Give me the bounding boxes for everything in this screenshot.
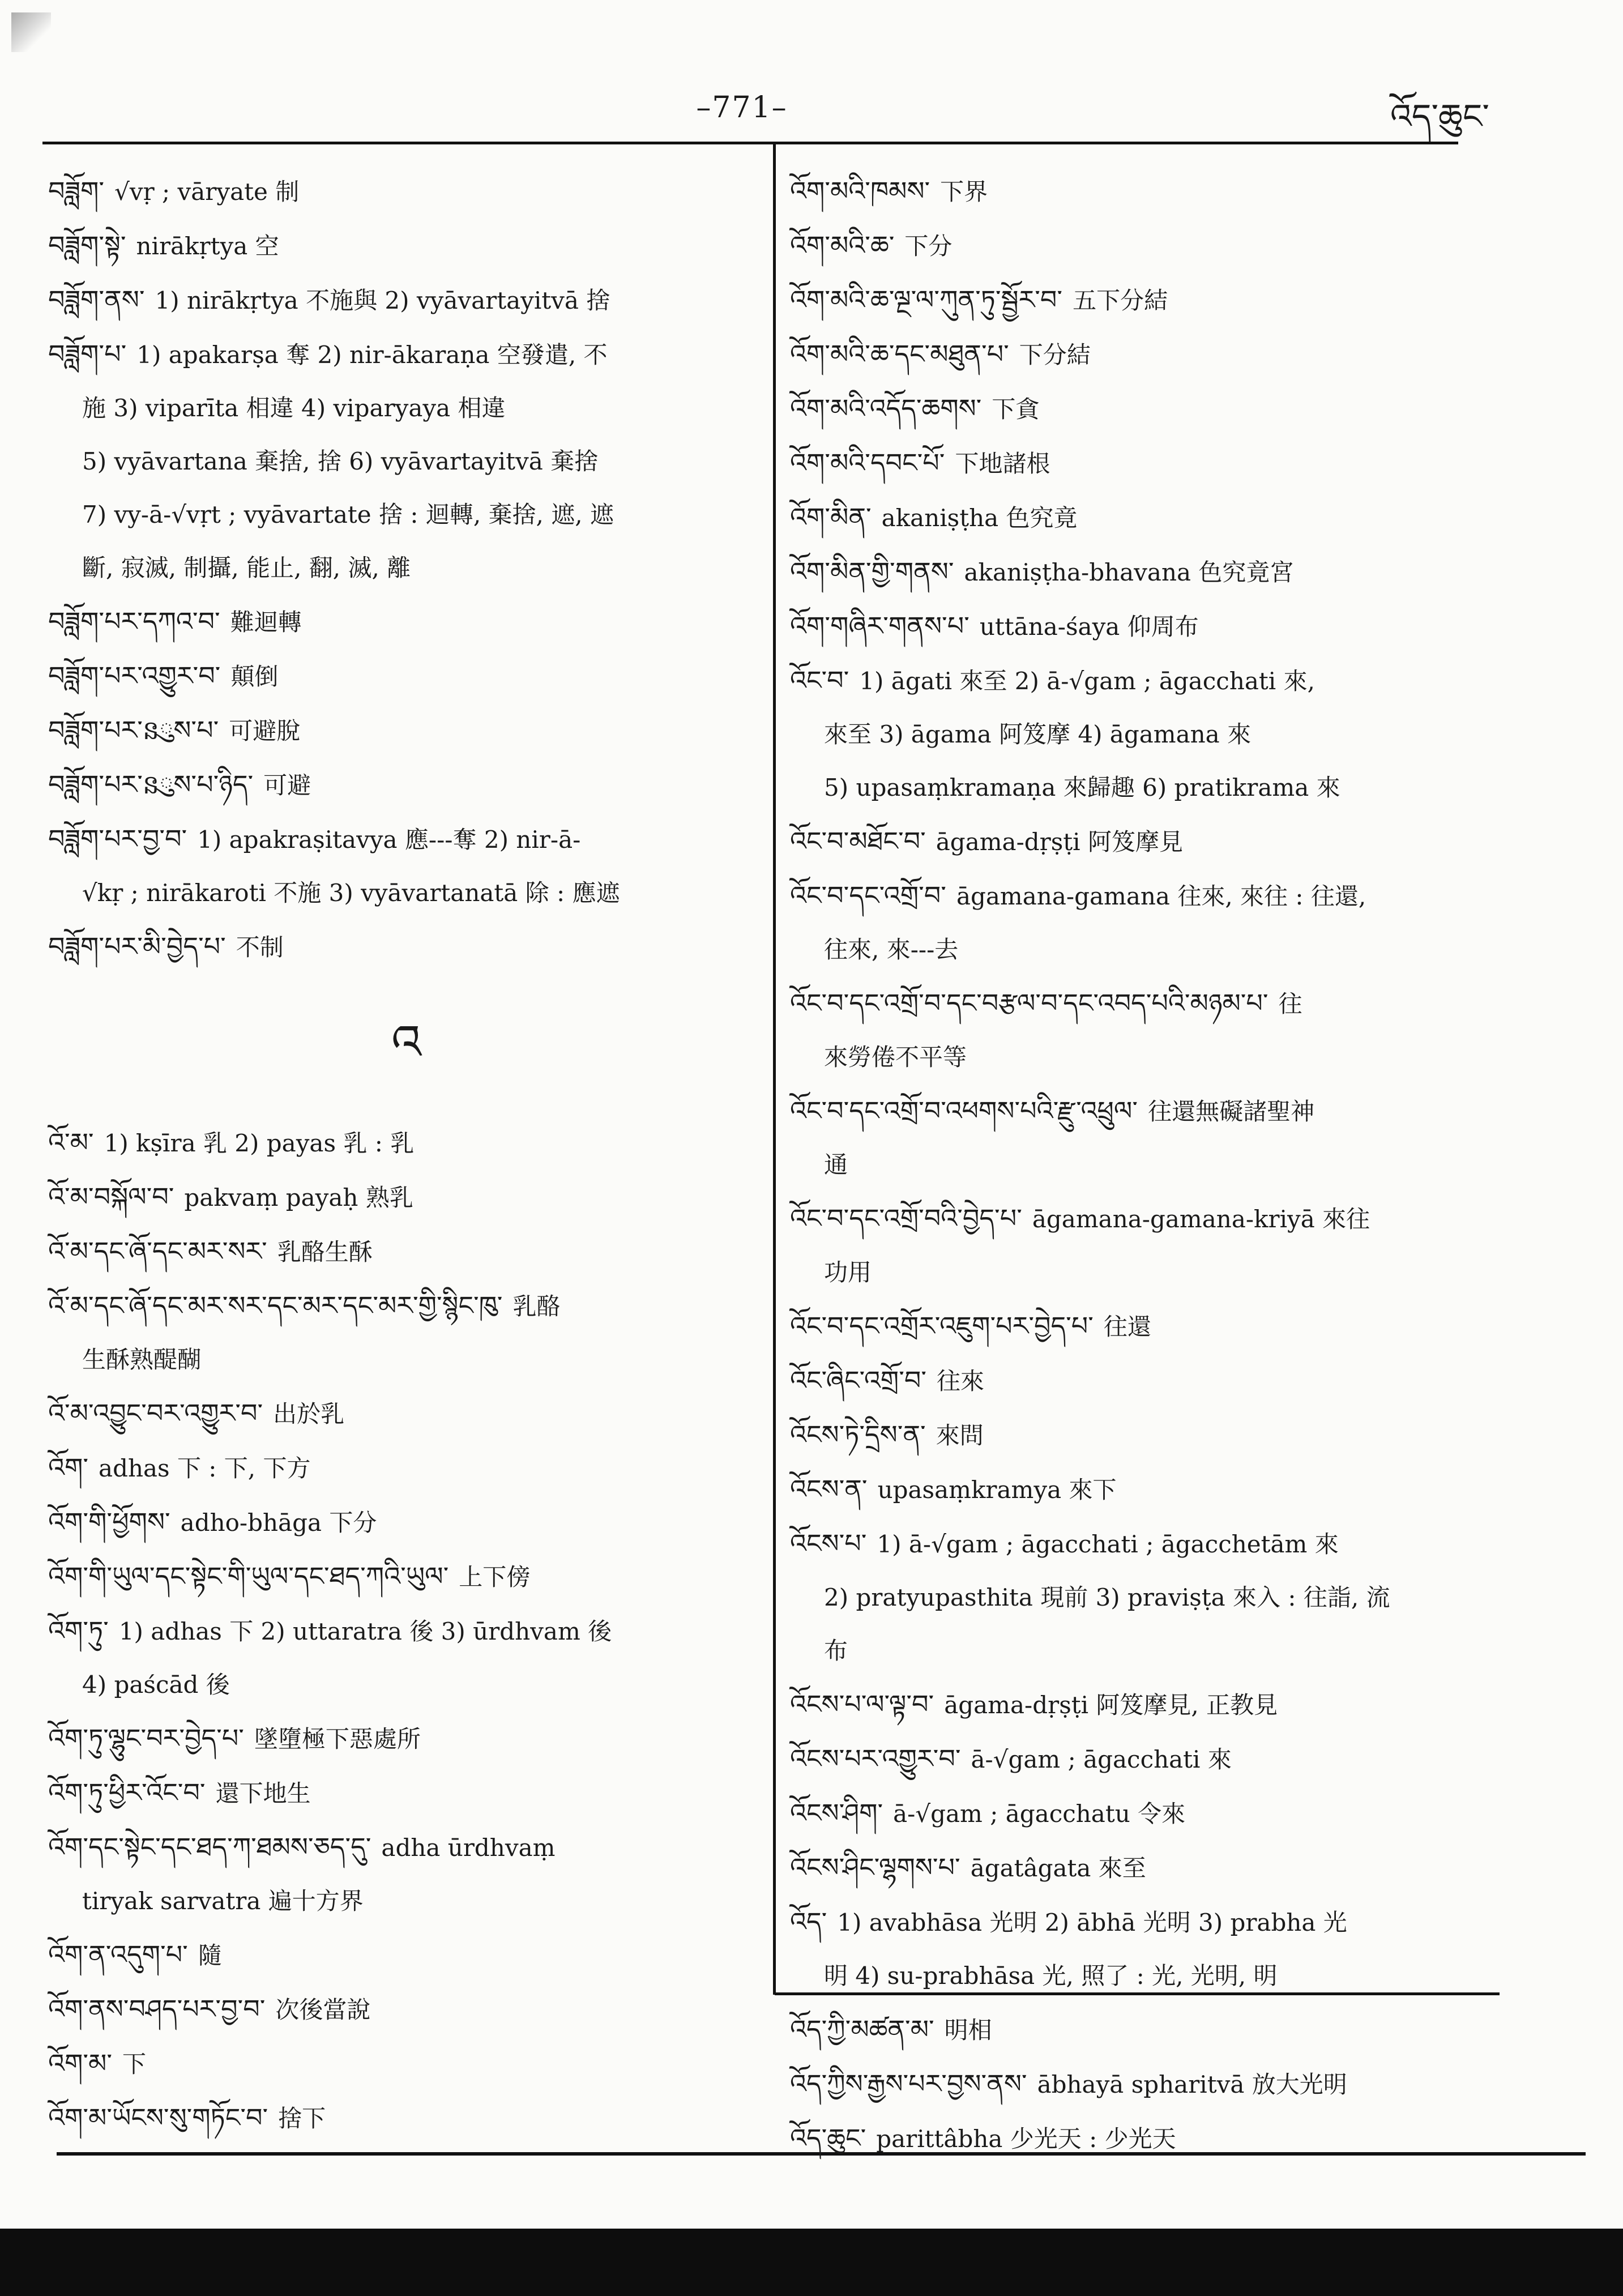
dictionary-entry xyxy=(48,2091,764,2145)
entry-definition: uttāna-śaya 仰周布 xyxy=(979,613,1199,641)
entry-headword: འོག་མའི་དབང་པོ་ xyxy=(790,447,945,478)
dictionary-entry xyxy=(790,1678,1509,1732)
entry-definition: parittâbha 少光天 : 少光天 xyxy=(876,2125,1176,2153)
dictionary-entry xyxy=(48,1928,764,1982)
dictionary-entry xyxy=(48,327,764,595)
entry-continuation: 來至 3) āgama 阿笈摩 4) āgamana 來 xyxy=(824,720,1252,748)
entry-continuation: 明 4) su-prabhāsa 光, 照了 : 光, 光明, 明 xyxy=(824,1962,1278,1990)
right-column xyxy=(790,164,1509,2166)
entry-headword: འོངས་ཤིག་ xyxy=(790,1798,883,1828)
entry-headword: འོག་ཏུ་ xyxy=(48,1615,109,1646)
dictionary-entry xyxy=(790,2057,1509,2111)
entry-headword: བཟློག་པར་དཀའ་བ་ xyxy=(48,606,220,637)
entry-headword: འོངས་པར་འགྱུར་བ་ xyxy=(790,1743,961,1774)
entry-definition: ābhayā spharitvā 放大光明 xyxy=(1037,2071,1347,2098)
entry-headword: འོ་མ་ xyxy=(48,1127,94,1158)
entry-headword: འོང་བ་དང་འགྲོ་བ་འཕགས་པའི་རྫུ་འཕྲུལ་ xyxy=(790,1095,1138,1126)
entry-definition: 可避脫 xyxy=(229,717,301,745)
entry-headword: བཟློག་ xyxy=(48,176,105,206)
entry-headword: འོག་དང་སྟེང་དང་ཐད་ཀ་ཐམས་ཅད་དུ་ xyxy=(48,1832,371,1862)
entry-headword: འོད་ཀྱིས་རྒྱས་པར་བྱས་ནས་ xyxy=(790,2068,1027,2099)
entry-continuation: 4) paścād 後 xyxy=(82,1671,230,1698)
dictionary-entry xyxy=(48,758,764,812)
entry-headword: འོ་མ་བསྐོལ་བ་ xyxy=(48,1181,174,1212)
entry-headword: འོང་བ་མཐོང་བ་ xyxy=(790,826,926,856)
entry-definition: āgamana-gamana 往來, 來往 : 往還, xyxy=(956,882,1366,910)
dictionary-entry xyxy=(790,1192,1509,1299)
entry-headword: འོག་ན་འདུག་པ་ xyxy=(48,1939,188,1970)
column-divider xyxy=(773,143,776,1995)
entry-definition: 1) apakraṣitavya 應---奪 2) nir-ā- xyxy=(197,826,581,853)
entry-continuation: √kṛ ; nirākaroti 不施 3) vyāvartanatā 除 : 應遮 xyxy=(82,879,620,907)
dictionary-entry xyxy=(790,436,1509,490)
entry-definition: 五下分結 xyxy=(1073,287,1168,314)
entry-headword: འོ་མ་དང་ཞོ་དང་མར་སར་དང་མར་དང་མར་གྱི་སྙིང་ཁུ་ xyxy=(48,1290,503,1321)
dictionary-entry xyxy=(48,812,764,920)
scan-corner-mark xyxy=(11,12,51,52)
entry-headword: འོང་བ་དང་འགྲོ་བ་དང་བརྩལ་བ་དང་འབད་པའི་མཉམ་པ་ xyxy=(790,988,1268,1018)
entry-headword: བཟློག་ནས་ xyxy=(48,284,145,315)
entry-headword: བཟློག་པར་នུས་པ་ xyxy=(48,715,219,745)
entry-definition: 顛倒 xyxy=(230,663,279,690)
entry-definition: 下界 xyxy=(940,178,988,206)
dictionary-entry xyxy=(48,1441,764,1495)
dictionary-entry xyxy=(48,1116,764,1170)
dictionary-entry xyxy=(790,1786,1509,1841)
entry-headword: འོངས་པ་ལ་ལྟ་བ་ xyxy=(790,1689,934,1719)
entry-definition: 次後當說 xyxy=(275,1996,371,2024)
entry-headword: འོང་བ་དང་འགྲོར་འཇུག་པར་བྱེད་པ་ xyxy=(790,1311,1094,1341)
entry-headword: བཟློག་པར་བྱ་བ་ xyxy=(48,823,187,854)
entry-continuation: 布 xyxy=(824,1637,848,1665)
dictionary-entry xyxy=(48,1604,764,1712)
entry-headword: འོག་གི་ཕྱོགས་ xyxy=(48,1507,170,1537)
dictionary-entry xyxy=(790,382,1509,436)
entry-definition: nirākṛtya 空 xyxy=(136,232,279,260)
dictionary-entry xyxy=(48,164,764,219)
left-column xyxy=(48,164,764,2145)
entry-definition: 1) avabhāsa 光明 2) ābhā 光明 3) prabha 光 xyxy=(837,1909,1347,1936)
entry-headword: འོང་བ་དང་འགྲོ་བའི་བྱེད་པ་ xyxy=(790,1203,1022,1234)
dictionary-entry xyxy=(48,1386,764,1441)
entry-headword: འོག་མའི་འདོད་ཆགས་ xyxy=(790,393,982,424)
entry-definition: 不制 xyxy=(236,933,284,961)
entry-continuation: 5) upasaṃkramaṇa 來歸趣 6) pratikrama 來 xyxy=(824,774,1340,801)
dictionary-entry xyxy=(48,1766,764,1820)
dictionary-entry xyxy=(48,1550,764,1604)
left-entries-before-section xyxy=(48,164,764,974)
dictionary-entry xyxy=(48,273,764,327)
entry-headword: འོག་མ་ཡོངས་སུ་གཏོང་བ་ xyxy=(48,2102,268,2133)
entry-definition: āgama-dṛṣṭi 阿笈摩見 xyxy=(936,828,1183,856)
entry-continuation: 7) vy-ā-√vṛt ; vyāvartate 捨 : 迴轉, 棄捨, 遮, 遮 xyxy=(82,501,614,528)
entry-definition: 明相 xyxy=(944,2016,992,2044)
entry-definition: 1) kṣīra 乳 2) payas 乳 : 乳 xyxy=(104,1129,415,1157)
dictionary-entry xyxy=(790,814,1509,869)
scan-edge-band xyxy=(0,2229,1623,2296)
dictionary-entry xyxy=(48,1224,764,1279)
entry-continuation: 施 3) viparīta 相違 4) viparyaya 相違 xyxy=(82,394,506,422)
entry-headword: འོག་ xyxy=(48,1452,89,1483)
dictionary-entry xyxy=(48,649,764,703)
dictionary-entry xyxy=(48,703,764,758)
entry-definition: 往來 xyxy=(937,1367,985,1395)
entry-definition: āgama-dṛṣṭi 阿笈摩見, 正教見 xyxy=(944,1691,1278,1719)
entry-headword: འོག་མ་ xyxy=(48,2048,112,2079)
entry-headword: འོངས་ཏེ་དྲིས་ན་ xyxy=(790,1419,926,1450)
entry-headword: བཟློག་པར་མི་བྱེད་པ་ xyxy=(48,931,226,962)
dictionary-entry xyxy=(790,1462,1509,1517)
top-rule xyxy=(42,142,1458,144)
entry-definition: āgamana-gamana-kriyā 來往 xyxy=(1032,1205,1370,1233)
entry-headword: བཟློག་པར་នུས་པ་ཉིད་ xyxy=(48,769,254,800)
entry-continuation: 5) vyāvartana 棄捨, 捨 6) vyāvartayitvā 棄捨 xyxy=(82,447,599,475)
entry-definition: 1) nirākṛtya 不施與 2) vyāvartayitvā 捨 xyxy=(155,287,610,314)
dictionary-entry xyxy=(790,2111,1509,2166)
dictionary-entry xyxy=(48,920,764,974)
entry-definition: ā-√gam ; āgacchatu 令來 xyxy=(893,1800,1186,1828)
entry-definition: akaniṣṭha-bhavana 色究竟宮 xyxy=(964,558,1294,586)
section-letter: འ xyxy=(391,1014,421,1070)
entry-headword: འོག་ཏུ་ལྷུང་བར་བྱེད་པ་ xyxy=(48,1723,244,1753)
dictionary-entry xyxy=(790,1732,1509,1786)
entry-headword: འོད་ཀྱི་མཚན་མ་ xyxy=(790,2014,934,2045)
dictionary-entry xyxy=(790,219,1509,273)
dictionary-entry xyxy=(48,1820,764,1928)
entry-definition: 捨下 xyxy=(278,2105,326,2132)
entry-definition: 墜墮極下惡處所 xyxy=(254,1725,421,1753)
entry-definition: adha ūrdhvaṃ xyxy=(381,1834,556,1862)
dictionary-entry xyxy=(790,327,1509,382)
dictionary-entry xyxy=(790,869,1509,976)
entry-definition: 乳酪生酥 xyxy=(277,1238,373,1266)
entry-headword: འོག་ཏུ་ཕྱིར་འོང་བ་ xyxy=(48,1777,206,1808)
entry-definition: ā-√gam ; āgacchati 來 xyxy=(971,1746,1232,1773)
entry-continuation: 通 xyxy=(824,1151,848,1179)
entry-definition: 下分結 xyxy=(1019,341,1091,369)
dictionary-entry xyxy=(48,1279,764,1386)
dictionary-entry xyxy=(790,1354,1509,1408)
entry-headword: འོག་མའི་ཁམས་ xyxy=(790,176,930,206)
dictionary-entry xyxy=(790,1084,1509,1192)
dictionary-entry xyxy=(790,2003,1509,2057)
entry-definition: 1) ā-√gam ; āgacchati ; āgacchetām 來 xyxy=(877,1530,1339,1558)
entry-definition: 可避 xyxy=(263,771,311,799)
entry-definition: 隨 xyxy=(198,1941,222,1969)
dictionary-entry xyxy=(790,1517,1509,1678)
entry-definition: 1) adhas 下 2) uttaratra 後 3) ūrdhvam 後 xyxy=(118,1618,612,1645)
dictionary-entry xyxy=(790,1895,1509,2003)
entry-headword: འོང་བ་དང་འགྲོ་བ་ xyxy=(790,880,946,911)
entry-definition: 下分 xyxy=(904,232,953,260)
entry-headword: འོད་ཆུང་ xyxy=(790,2123,866,2153)
dictionary-entry xyxy=(48,219,764,273)
dictionary-entry xyxy=(790,1408,1509,1462)
entry-definition: adhas 下 : 下, 下方 xyxy=(99,1454,311,1482)
entry-headword: བཟློག་པར་འགྱུར་བ་ xyxy=(48,660,221,691)
entry-definition: upasaṃkramya 來下 xyxy=(877,1476,1117,1504)
entry-headword: འོག་ནས་བཤད་པར་བྱ་བ་ xyxy=(48,1994,266,2024)
dictionary-entry xyxy=(48,1495,764,1550)
entry-definition: 下貪 xyxy=(992,395,1040,423)
entry-headword: འོག་མའི་ཆ་ལྔ་ལ་ཀུན་ཏུ་སྦྱོར་བ་ xyxy=(790,284,1063,315)
entry-definition: 出於乳 xyxy=(273,1400,345,1428)
page-number: –771– xyxy=(696,91,788,125)
entry-headword: བཟློག་པ་ xyxy=(48,339,127,369)
entry-definition: 1) āgati 來至 2) ā-√gam ; āgacchati 來, xyxy=(859,667,1315,695)
entry-headword: འོངས་པ་ xyxy=(790,1528,867,1559)
entry-headword: འོང་བ་ xyxy=(790,665,849,695)
dictionary-entry xyxy=(790,654,1509,814)
entry-headword: འོག་མའི་ཆ་ xyxy=(790,230,895,261)
entry-headword: འོངས་ཤིང་ལྷགས་པ་ xyxy=(790,1852,960,1883)
left-entries-after-section xyxy=(48,1116,764,2145)
dictionary-entry xyxy=(790,976,1509,1084)
entry-headword: འོད་ xyxy=(790,1906,827,1937)
dictionary-entry xyxy=(790,164,1509,219)
entry-headword: འོ་མ་དང་ཞོ་དང་མར་སར་ xyxy=(48,1236,267,1266)
entry-definition: akaniṣṭha 色究竟 xyxy=(881,504,1078,532)
entry-continuation: tiryak sarvatra 遍十方界 xyxy=(82,1887,364,1915)
entry-definition: 乳酪 xyxy=(512,1292,561,1320)
entry-definition: āgatâgata 來至 xyxy=(970,1854,1146,1882)
right-entries xyxy=(790,164,1509,2166)
entry-definition: 往 xyxy=(1278,990,1302,1018)
entry-definition: 往還無礙諸聖神 xyxy=(1148,1098,1315,1125)
entry-definition: adho-bhāga 下分 xyxy=(180,1509,377,1537)
entry-continuation: 功用 xyxy=(824,1258,872,1286)
entry-continuation: 生酥熟醍醐 xyxy=(82,1346,202,1373)
entry-definition: pakvaṃ payaḥ 熟乳 xyxy=(184,1184,413,1211)
entry-definition: √vṛ ; vāryate 制 xyxy=(114,178,300,206)
dictionary-entry xyxy=(48,1170,764,1224)
entry-definition: 來問 xyxy=(936,1422,984,1449)
dictionary-entry xyxy=(790,1299,1509,1354)
entry-continuation: 斷, 寂滅, 制攝, 能止, 翻, 滅, 離 xyxy=(82,554,411,582)
entry-definition: 還下地生 xyxy=(215,1779,311,1807)
dictionary-entry xyxy=(790,599,1509,654)
entry-headword: འོང་ཞིང་འགྲོ་བ་ xyxy=(790,1365,926,1395)
dictionary-entry xyxy=(48,1982,764,2037)
entry-headword: འོག་གི་ཡུལ་དང་སྟེང་གི་ཡུལ་དང་ཐད་ཀའི་ཡུལ་ xyxy=(48,1561,449,1591)
entry-headword: འོ་མ་འབྱུང་བར་འགྱུར་བ་ xyxy=(48,1398,263,1428)
entry-continuation: 來勞倦不平等 xyxy=(824,1043,967,1071)
dictionary-entry xyxy=(48,2037,764,2091)
dictionary-entry xyxy=(790,545,1509,599)
entry-headword: འོག་མིན་གྱི་གནས་ xyxy=(790,556,954,587)
entry-continuation: 往來, 來---去 xyxy=(824,936,959,963)
dictionary-entry xyxy=(790,1841,1509,1895)
running-head: འོད་ཆུང་ xyxy=(1390,97,1489,136)
entry-headword: འོག་གཞིར་གནས་པ་ xyxy=(790,611,969,641)
dictionary-entry xyxy=(790,273,1509,327)
entry-definition: 1) apakarṣa 奪 2) nir-ākaraṇa 空發遣, 不 xyxy=(136,341,608,369)
entry-headword: བཟློག་སྟེ་ xyxy=(48,230,126,261)
dictionary-entry xyxy=(790,490,1509,545)
dictionary-entry xyxy=(48,595,764,649)
entry-continuation: 2) pratyupasthita 現前 3) praviṣṭa 來入 : 往詣, 流 xyxy=(824,1584,1390,1611)
entry-definition: 難迴轉 xyxy=(230,608,302,636)
entry-headword: འོངས་ན་ xyxy=(790,1474,868,1504)
entry-definition: 上下傍 xyxy=(459,1563,531,1591)
dictionary-entry xyxy=(48,1712,764,1766)
entry-definition: 往還 xyxy=(1103,1313,1151,1341)
entry-definition: 下 xyxy=(122,2050,146,2078)
entry-definition: 下地諸根 xyxy=(955,450,1050,477)
entry-headword: འོག་མིན་ xyxy=(790,502,872,532)
entry-headword: འོག་མའི་ཆ་དང་མཐུན་པ་ xyxy=(790,339,1009,369)
